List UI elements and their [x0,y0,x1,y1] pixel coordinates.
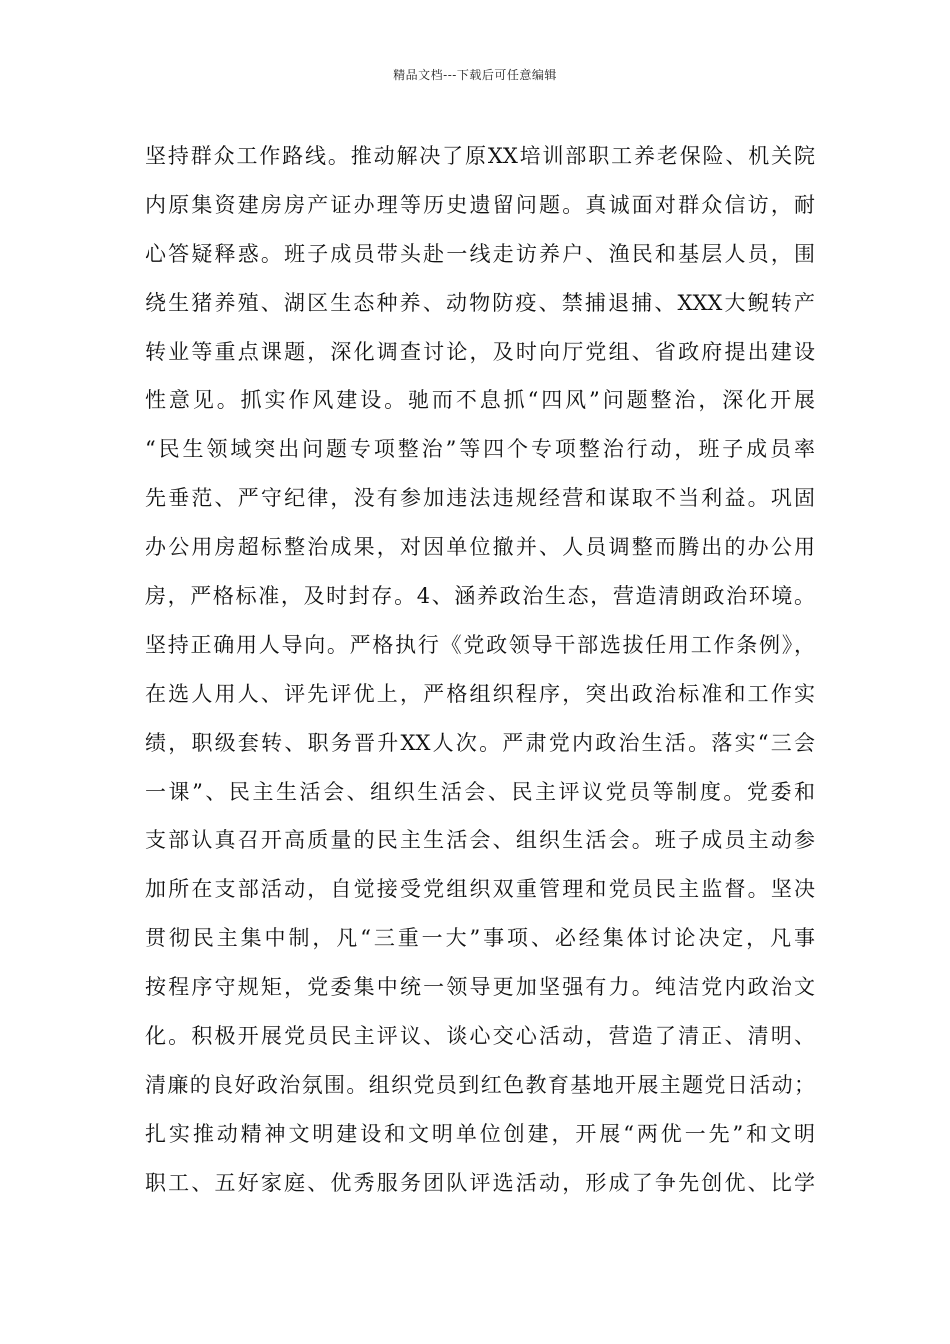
text-line: 按程序守规矩，党委集中统一领导更加坚强有力。纯洁党内政治文 [145,975,815,1000]
body-text [145,132,815,1208]
text-line: 扎实推动精神文明建设和文明单位创建，开展“两优一先”和文明 [145,1121,815,1146]
text-line: 绩，职级套转、职务晋升XX人次。严肃党内政治生活。落实“三会 [145,730,815,755]
text-line: 性意见。抓实作风建设。驰而不息抓“四风”问题整治，深化开展 [145,388,815,413]
text-line: 贯彻民主集中制，凡“三重一大”事项、必经集体讨论决定，凡事 [145,926,815,951]
text-line: 支部认真召开高质量的民主生活会、组织生活会。班子成员主动参 [145,828,815,853]
text-line: 坚持正确用人导向。严格执行《党政领导干部选拔任用工作条例》， [145,632,815,657]
text-line: 内原集资建房房产证办理等历史遗留问题。真诚面对群众信访，耐 [145,192,815,217]
text-line: 职工、五好家庭、优秀服务团队评选活动，形成了争先创优、比学 [145,1170,815,1195]
text-line: 办公用房超标整治成果，对因单位撤并、人员调整而腾出的办公用 [145,535,815,560]
text-line: 先垂范、严守纪律，没有参加违法违规经营和谋取不当利益。巩固 [145,486,815,511]
text-line: 清廉的良好政治氛围。组织党员到红色教育基地开展主题党日活动； [145,1072,815,1097]
text-line: 转业等重点课题，深化调查讨论，及时向厅党组、省政府提出建设 [145,339,815,364]
page-header: 精品文档---下载后可任意编辑 [393,68,557,82]
text-line: 在选人用人、评先评优上，严格组织程序，突出政治标准和工作实 [145,681,815,706]
text-line: 加所在支部活动，自觉接受党组织双重管理和党员民主监督。坚决 [145,877,815,902]
text-line: “民生领域突出问题专项整治”等四个专项整治行动，班子成员率 [145,437,815,462]
text-line: 绕生猪养殖、湖区生态种养、动物防疫、禁捕退捕、XXX大鲵转产 [145,290,815,315]
text-line: 化。积极开展党员民主评议、谈心交心活动，营造了清正、清明、 [145,1024,815,1049]
text-line: 坚持群众工作路线。推动解决了原XX培训部职工养老保险、机关院 [145,144,815,168]
text-line: 房，严格标准，及时封存。4、涵养政治生态，营造清朗政治环境。 [145,584,815,609]
text-line: 一课”、民主生活会、组织生活会、民主评议党员等制度。党委和 [145,779,815,804]
text-line: 心答疑释惑。班子成员带头赴一线走访养户、渔民和基层人员，围 [145,241,815,266]
